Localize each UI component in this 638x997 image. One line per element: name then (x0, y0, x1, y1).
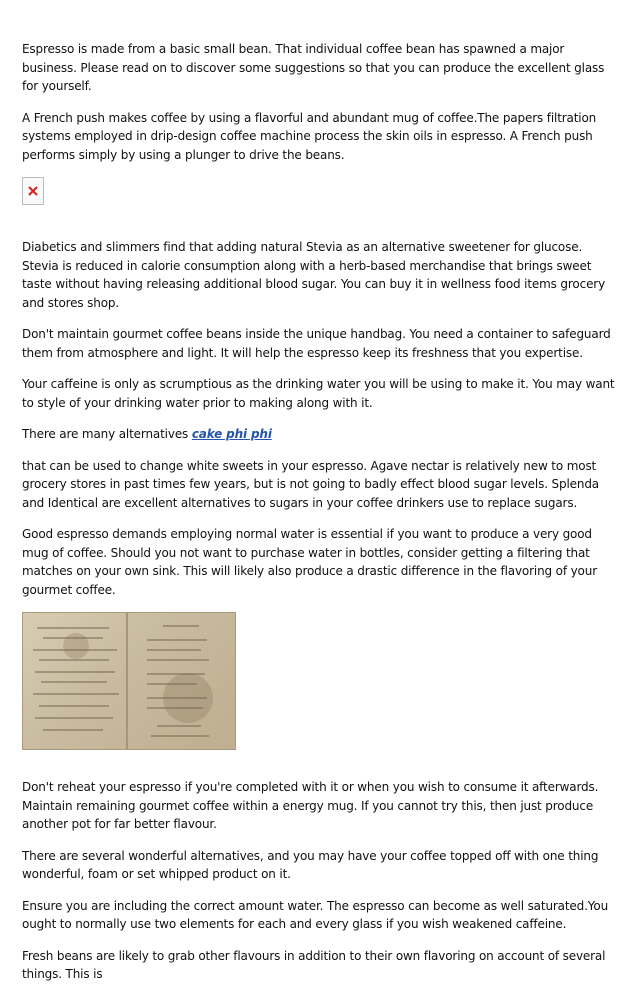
paragraph-1: Espresso is made from a basic small bean. That individual coffee bean has spawned a major business. Please read on to discover some suggestions so that you can produce the excellent glass for yourself. (22, 42, 605, 93)
paragraph-11: Ensure you are including the correct amount water. The espresso can become as well saturated.You ought to normally use two elements for each and every glass if you wish weakened caffeine. (22, 898, 609, 931)
cake-phi-phi-link[interactable]: cake phi phi (191, 427, 272, 441)
paragraph-6 (22, 425, 618, 444)
paragraph-6-text: There are many alternatives (22, 427, 192, 441)
broken-image-icon (22, 177, 44, 205)
paragraph-9: Don't reheat your espresso if you're completed with it or when you wish to consume it afterwards. Maintain remaining gourmet coffee within a energy mug. If you cannot try this, then just produce another pot for far better flavour. (22, 780, 599, 831)
paragraph-2: A French push makes coffee by using a flavorful and abundant mug of coffee.The papers filtration systems employed in drip-design coffee machine process the skin oils in espresso. A French push performs simply by using a plunger to drive the beans. (22, 110, 597, 162)
article-body (22, 40, 618, 997)
paragraph-5: Your caffeine is only as scrumptious as the drinking water you will be using to make it. You may want to style of your drinking water prior to making along with it. (22, 377, 615, 410)
vintage-menu-image (22, 612, 236, 750)
paragraph-10: There are several wonderful alternatives, and you may have your coffee topped off with one thing wonderful, foam or set whipped product on it. (22, 848, 599, 881)
paragraph-7: that can be used to change white sweets in your espresso. Agave nectar is relatively new to most grocery stores in past times few years, but is not going to badly effect blood sugar levels. Splenda and Identical are excellent alternatives to sugars in your coffee drinkers use to replace sugars. (22, 458, 599, 510)
paragraph-3: Diabetics and slimmers find that adding natural Stevia as an alternative sweetener for glucose. Stevia is reduced in calorie consumption along with a herb-based merchandise that brings sweet taste without having releasing additional blood sugar. You can buy it in wellness food items grocery and stores shop. (22, 240, 606, 310)
paragraph-4: Don't maintain gourmet coffee beans inside the unique handbag. You need a container to safeguard them from atmosphere and light. It will help the espresso keep its freshness that you expertise. (22, 327, 611, 360)
paragraph-12: Fresh beans are likely to grab other flavours in addition to their own flavoring on account of several things. This is (22, 948, 606, 981)
paragraph-8: Good espresso demands employing normal water is essential if you want to produce a very good mug of coffee. Should you not want to purchase water in bottles, consider getting a filtering that matches on your own sink. This will likely also produce a drastic difference in the flavoring of your gourmet coffee. (22, 527, 597, 597)
